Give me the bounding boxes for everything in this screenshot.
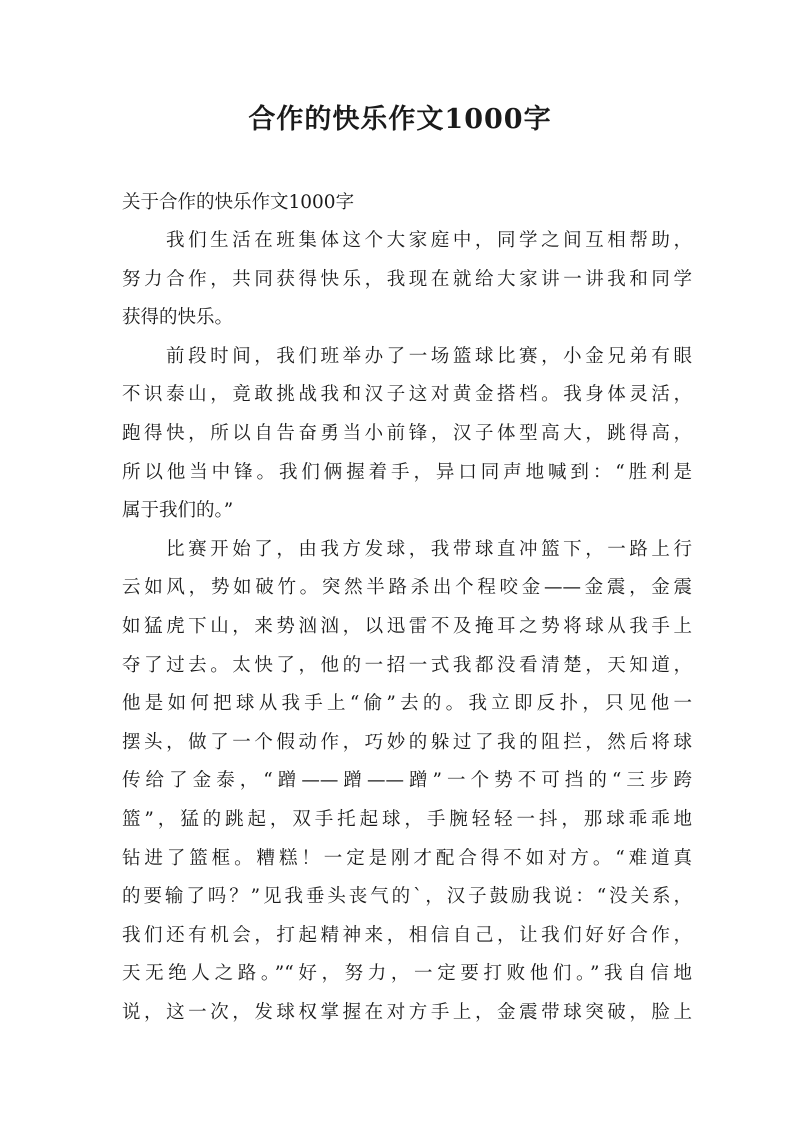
paragraph-line: 传给了金泰，“蹭——蹭——蹭”一个势不可挡的“三步跨 (122, 770, 692, 792)
paragraph-line: 如猛虎下山，来势汹汹，以迅雷不及掩耳之势将球从我手上 (122, 615, 692, 637)
document-title: 合作的快乐作文1000字 (248, 104, 552, 135)
paragraph-line: 天无绝人之路。”“好，努力，一定要打败他们。”我自信地 (122, 963, 692, 985)
paragraph-line: 说，这一次，发球权掌握在对方手上，金震带球突破，脸上 (122, 1001, 692, 1023)
paragraph-line: 摆头，做了一个假动作，巧妙的躲过了我的阻拦，然后将球 (122, 731, 692, 753)
paragraph-line: 我们还有机会，打起精神来，相信自己，让我们好好合作， (122, 924, 692, 946)
document-body (122, 184, 692, 1032)
paragraph-line: 不识泰山，竟敢挑战我和汉子这对黄金搭档。我身体灵活， (122, 384, 692, 406)
paragraph-line: 夺了过去。太快了，他的一招一式我都没看清楚，天知道， (122, 654, 692, 676)
paragraph-3 (122, 531, 692, 1033)
paragraph-line: 前段时间，我们班举办了一场篮球比赛，小金兄弟有眼 (166, 345, 692, 367)
paragraph-line: 获得的快乐。 (122, 307, 234, 329)
paragraph-line: 努力合作，共同获得快乐，我现在就给大家讲一讲我和同学 (122, 268, 692, 290)
paragraph-line: 所以他当中锋。我们俩握着手，异口同声地喊到：“胜利是 (122, 461, 692, 483)
paragraph-line: 我们生活在班集体这个大家庭中，同学之间互相帮助， (166, 230, 692, 251)
paragraph-line: 跑得快，所以自告奋勇当小前锋，汉子体型高大，跳得高， (122, 422, 692, 444)
paragraph-2 (122, 338, 692, 531)
paragraph-line: 钻进了篮框。糟糕！一定是刚才配合得不如对方。“难道真 (122, 847, 692, 869)
paragraph-line: 篮”，猛的跳起，双手托起球，手腕轻轻一抖，那球乖乖地 (122, 808, 692, 830)
paragraph-1 (122, 222, 692, 338)
paragraph-line: 的要输了吗？”见我垂头丧气的`，汉子鼓励我说：“没关系， (122, 886, 692, 908)
paragraph-line: 属于我们的。” (122, 500, 234, 522)
document-subtitle: 关于合作的快乐作文1000字 (122, 192, 355, 213)
paragraph-line: 云如风，势如破竹。突然半路杀出个程咬金——金震，金震 (122, 577, 692, 599)
paragraph-line: 他是如何把球从我手上“偷”去的。我立即反扑，只见他一 (122, 693, 692, 715)
paragraph-line: 比赛开始了，由我方发球，我带球直冲篮下，一路上行 (166, 538, 692, 560)
